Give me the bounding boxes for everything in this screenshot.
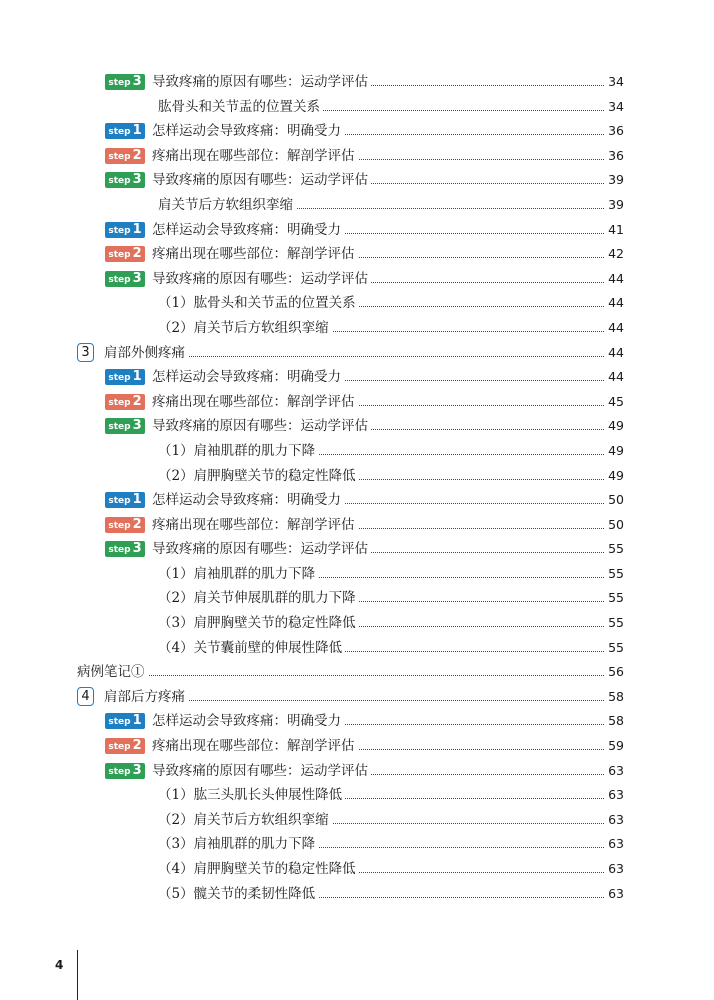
toc-entry-title: 导致疼痛的原因有哪些：运动学评估 [152, 70, 371, 95]
toc-entry-page: 59 [605, 734, 624, 759]
step-badge-word: step [108, 742, 131, 753]
step-badge-number: 2 [132, 393, 142, 409]
toc-entry-page: 56 [605, 660, 624, 685]
toc-entry-title: 肩部外侧疼痛 [104, 341, 188, 366]
toc-entry[interactable] [0, 882, 714, 907]
section-number-box: 3 [77, 343, 94, 362]
toc-entry[interactable] [0, 685, 714, 710]
toc-entry-page: 34 [605, 95, 624, 120]
toc-entry-title: 疼痛出现在哪些部位：解剖学评估 [152, 242, 358, 267]
toc-entry-title: 导致疼痛的原因有哪些：运动学评估 [152, 267, 371, 292]
step-badge-word: step [108, 717, 131, 728]
toc-entry-title: 疼痛出现在哪些部位：解剖学评估 [152, 390, 358, 415]
toc-entry[interactable] [0, 390, 714, 415]
toc-entry-page: 44 [605, 341, 624, 366]
step-1-badge [105, 222, 145, 238]
toc-entry[interactable] [0, 808, 714, 833]
toc-entry[interactable] [0, 193, 714, 218]
toc-entry-title: 导致疼痛的原因有哪些：运动学评估 [152, 414, 371, 439]
step-2-badge [105, 738, 145, 754]
toc-entry-page: 58 [605, 709, 624, 734]
step-badge-number: 2 [132, 738, 142, 754]
step-badge-word: step [108, 176, 131, 187]
toc-entry-title: （2）肩关节伸展肌群的肌力下降 [158, 586, 359, 611]
toc-entry-title: （2）肩关节后方软组织挛缩 [158, 316, 332, 341]
toc-entry[interactable] [0, 267, 714, 292]
toc-entry[interactable] [0, 783, 714, 808]
toc-entry[interactable] [0, 218, 714, 243]
toc-entry-page: 55 [605, 562, 624, 587]
toc-entry-page: 55 [605, 537, 624, 562]
step-badge-number: 3 [132, 762, 142, 778]
step-badge-word: step [108, 250, 131, 261]
toc-entry-page: 34 [605, 70, 624, 95]
toc-entry-title: （2）肩关节后方软组织挛缩 [158, 808, 332, 833]
toc-entry-title: （1）肱骨头和关节盂的位置关系 [158, 291, 359, 316]
toc-entry-title: （3）肩袖肌群的肌力下降 [158, 832, 318, 857]
toc-entry-page: 63 [605, 832, 624, 857]
step-badge-word: step [108, 225, 131, 236]
step-badge-number: 1 [132, 492, 142, 508]
toc-entry-title: 肩关节后方软组织挛缩 [158, 193, 296, 218]
toc-entry-page: 39 [605, 193, 624, 218]
toc-entry[interactable] [0, 611, 714, 636]
step-badge-number: 2 [132, 147, 142, 163]
dot-leader [77, 675, 618, 676]
toc-entry-page: 49 [605, 414, 624, 439]
toc-entry-page: 49 [605, 464, 624, 489]
step-1-badge [105, 492, 145, 508]
toc-entry-page: 50 [605, 513, 624, 538]
toc-entry-page: 63 [605, 857, 624, 882]
toc-entry[interactable] [0, 316, 714, 341]
step-3-badge [105, 763, 145, 779]
step-badge-word: step [108, 545, 131, 556]
toc-entry[interactable] [0, 119, 714, 144]
toc-entry-title: （1）肩袖肌群的肌力下降 [158, 562, 318, 587]
toc-entry[interactable] [0, 586, 714, 611]
step-badge-number: 1 [132, 369, 142, 385]
toc-entry-title: 怎样运动会导致疼痛：明确受力 [152, 488, 344, 513]
toc-entry-page: 63 [605, 783, 624, 808]
step-3-badge [105, 541, 145, 557]
toc-entry-page: 45 [605, 390, 624, 415]
toc-entry[interactable] [0, 537, 714, 562]
step-3-badge [105, 418, 145, 434]
step-2-badge [105, 148, 145, 164]
step-1-badge [105, 123, 145, 139]
toc-entry[interactable] [0, 439, 714, 464]
toc-entry[interactable] [0, 513, 714, 538]
toc-entry-title: 疼痛出现在哪些部位：解剖学评估 [152, 144, 358, 169]
toc-entry-title: （1）肩袖肌群的肌力下降 [158, 439, 318, 464]
toc-entry-page: 36 [605, 144, 624, 169]
toc-entry[interactable] [0, 144, 714, 169]
step-badge-number: 3 [132, 172, 142, 188]
toc-entry[interactable] [0, 95, 714, 120]
toc-entry-title: （4）关节囊前壁的伸展性降低 [158, 636, 345, 661]
toc-entry-page: 44 [605, 291, 624, 316]
toc-entry-page: 39 [605, 168, 624, 193]
step-badge-word: step [108, 373, 131, 384]
step-badge-number: 2 [132, 516, 142, 532]
step-badge-number: 3 [132, 270, 142, 286]
step-badge-word: step [108, 274, 131, 285]
page-number: 4 [55, 958, 64, 972]
toc-entry[interactable] [0, 759, 714, 784]
step-badge-number: 1 [132, 123, 142, 139]
toc-entry-title: （1）肱三头肌长头伸展性降低 [158, 783, 345, 808]
step-2-badge [105, 246, 145, 262]
section-number-box: 4 [77, 687, 94, 706]
toc-entry-page: 44 [605, 267, 624, 292]
toc-entry[interactable] [0, 562, 714, 587]
step-badge-number: 1 [132, 713, 142, 729]
toc-entry[interactable] [0, 857, 714, 882]
toc-entry-title: 病例笔记① [77, 660, 148, 685]
toc-entry-title: 肱骨头和关节盂的位置关系 [158, 95, 323, 120]
toc-entry[interactable] [0, 709, 714, 734]
step-badge-number: 2 [132, 246, 142, 262]
step-badge-word: step [108, 151, 131, 162]
toc-entry-title: （2）肩胛胸壁关节的稳定性降低 [158, 464, 359, 489]
step-badge-word: step [108, 127, 131, 138]
toc-entry-page: 44 [605, 365, 624, 390]
step-1-badge [105, 713, 145, 729]
step-badge-word: step [108, 422, 131, 433]
step-badge-word: step [108, 520, 131, 531]
toc-entry-page: 41 [605, 218, 624, 243]
table-of-contents [0, 70, 714, 906]
step-badge-word: step [108, 397, 131, 408]
toc-entry-title: 怎样运动会导致疼痛：明确受力 [152, 119, 344, 144]
toc-entry-title: （4）肩胛胸壁关节的稳定性降低 [158, 857, 359, 882]
step-badge-word: step [108, 496, 131, 507]
step-badge-number: 1 [132, 221, 142, 237]
toc-entry-title: 怎样运动会导致疼痛：明确受力 [152, 709, 344, 734]
footer-divider [77, 950, 78, 1000]
toc-entry-title: 怎样运动会导致疼痛：明确受力 [152, 365, 344, 390]
step-badge-number: 3 [132, 541, 142, 557]
toc-entry[interactable] [0, 291, 714, 316]
step-badge-word: step [108, 78, 131, 88]
toc-entry[interactable] [0, 414, 714, 439]
step-2-badge [105, 517, 145, 533]
step-3-badge [105, 74, 145, 90]
step-3-badge [105, 172, 145, 188]
toc-entry-page: 42 [605, 242, 624, 267]
toc-entry-title: （5）髋关节的柔韧性降低 [158, 882, 318, 907]
step-badge-word: step [108, 766, 131, 777]
toc-entry-page: 63 [605, 759, 624, 784]
toc-entry-title: 导致疼痛的原因有哪些：运动学评估 [152, 759, 371, 784]
toc-entry-page: 55 [605, 586, 624, 611]
toc-entry-page: 36 [605, 119, 624, 144]
toc-entry-page: 63 [605, 808, 624, 833]
step-3-badge [105, 271, 145, 287]
toc-entry[interactable] [0, 464, 714, 489]
step-2-badge [105, 394, 145, 410]
toc-entry-title: 疼痛出现在哪些部位：解剖学评估 [152, 734, 358, 759]
toc-entry-title: 肩部后方疼痛 [104, 685, 188, 710]
toc-entry[interactable] [0, 242, 714, 267]
toc-entry-title: （3）肩胛胸壁关节的稳定性降低 [158, 611, 359, 636]
step-badge-number: 3 [132, 74, 142, 89]
toc-entry-page: 50 [605, 488, 624, 513]
toc-entry[interactable] [0, 832, 714, 857]
toc-entry-page: 63 [605, 882, 624, 907]
toc-entry-title: 导致疼痛的原因有哪些：运动学评估 [152, 537, 371, 562]
toc-entry[interactable] [0, 734, 714, 759]
toc-entry[interactable] [0, 168, 714, 193]
step-badge-number: 3 [132, 418, 142, 434]
toc-entry[interactable] [0, 341, 714, 366]
toc-entry-page: 44 [605, 316, 624, 341]
toc-entry-page: 55 [605, 611, 624, 636]
toc-entry-title: 怎样运动会导致疼痛：明确受力 [152, 218, 344, 243]
toc-entry[interactable] [0, 488, 714, 513]
toc-entry-title: 导致疼痛的原因有哪些：运动学评估 [152, 168, 371, 193]
toc-entry-page: 58 [605, 685, 624, 710]
toc-entry[interactable] [0, 365, 714, 390]
toc-entry-title: 疼痛出现在哪些部位：解剖学评估 [152, 513, 358, 538]
toc-entry[interactable] [0, 70, 714, 95]
toc-entry-page: 55 [605, 636, 624, 661]
step-1-badge [105, 369, 145, 385]
toc-entry-page: 49 [605, 439, 624, 464]
toc-entry[interactable] [0, 660, 714, 685]
toc-entry[interactable] [0, 636, 714, 661]
